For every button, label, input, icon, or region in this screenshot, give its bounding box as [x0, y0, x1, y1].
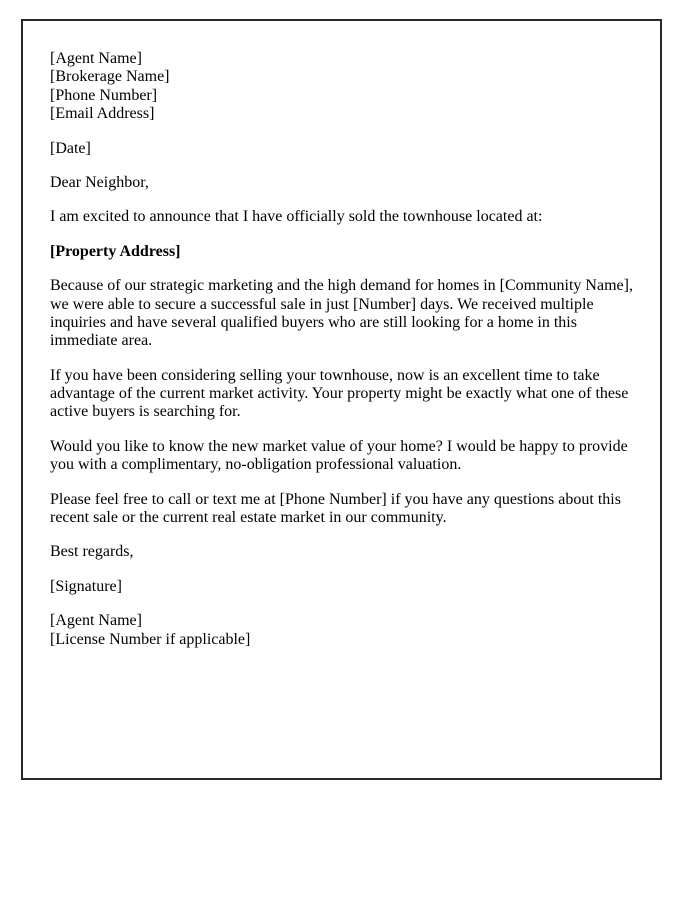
- license-number-line: [License Number if applicable]: [50, 630, 251, 648]
- agent-contact-block: [50, 50, 633, 124]
- paragraph-contact-invitation: Please feel free to call or text me at [Phone Number] if you have any questions about this recent sale or the current real estate market in our community.: [50, 490, 621, 527]
- property-address: [Property Address]: [50, 242, 181, 260]
- paragraph-sale-announcement: Because of our strategic marketing and the high demand for homes in [Community Name], we were able to secure a successful sale in just [Number] days. We received multiple inquiries and have several qualified buyers who are still looking for a home in this immediate area.: [50, 277, 633, 350]
- date-line: [Date]: [50, 139, 91, 157]
- brokerage-name-line: [Brokerage Name]: [50, 68, 170, 86]
- phone-number-line: [Phone Number]: [50, 86, 158, 104]
- letter-document: [21, 19, 662, 780]
- intro-paragraph: I am excited to announce that I have officially sold the townhouse located at:: [50, 208, 543, 226]
- email-address-line: [Email Address]: [50, 105, 155, 123]
- salutation: Dear Neighbor,: [50, 173, 149, 191]
- closing-line: Best regards,: [50, 543, 134, 561]
- signature-block: [50, 612, 633, 649]
- paragraph-selling-opportunity: If you have been considering selling your townhouse, now is an excellent time to take advantage of the current market activity. Your property might be exactly what one of these active buyers is searching for.: [50, 366, 629, 421]
- signature-placeholder: [Signature]: [50, 577, 122, 595]
- signature-agent-name-line: [Agent Name]: [50, 612, 142, 630]
- paragraph-valuation-offer: Would you like to know the new market value of your home? I would be happy to provide you with a complimentary, no-obligation professional valuation.: [50, 437, 628, 474]
- agent-name-line: [Agent Name]: [50, 50, 142, 67]
